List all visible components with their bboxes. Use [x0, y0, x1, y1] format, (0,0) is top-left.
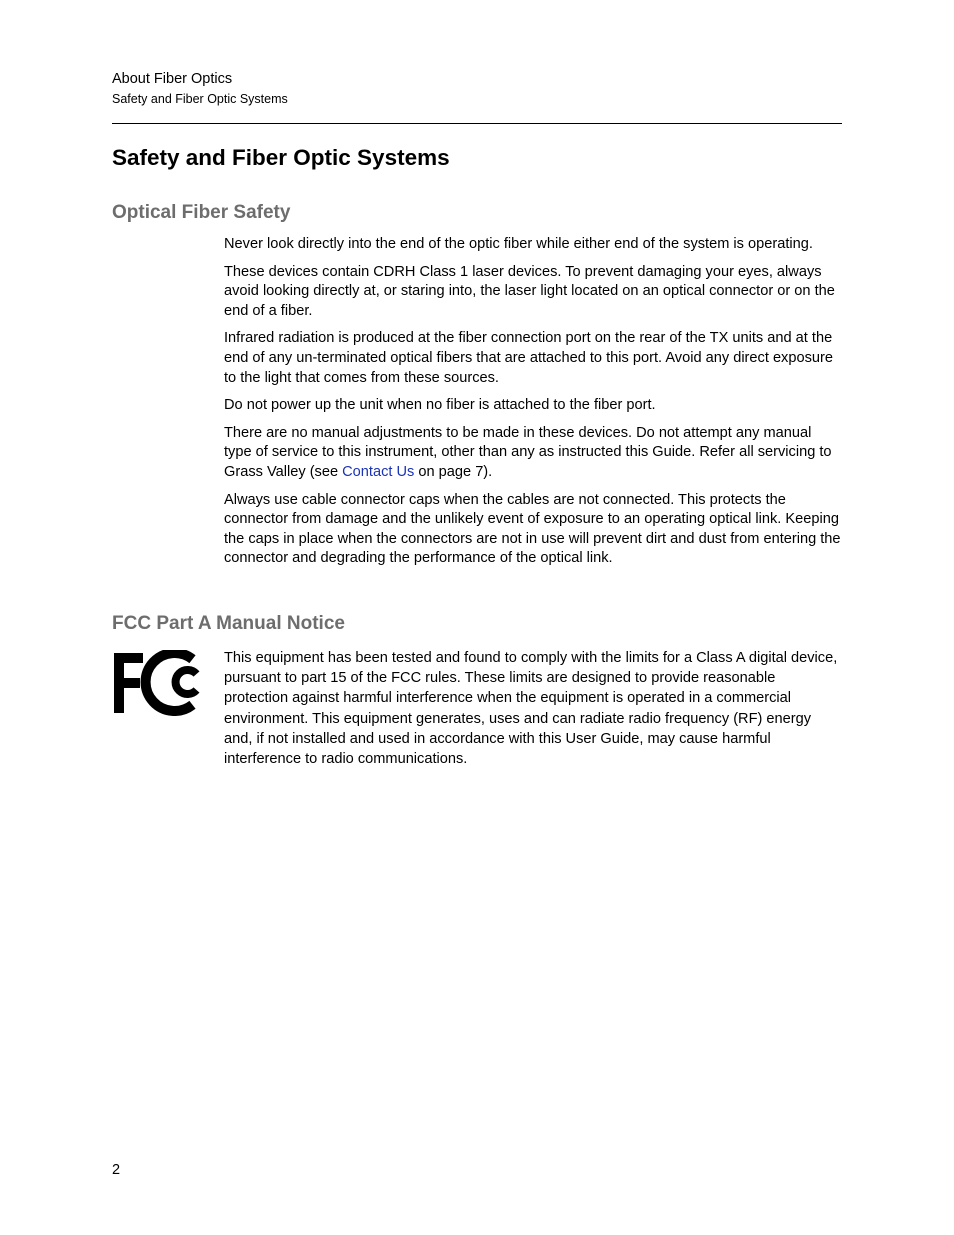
service-text-before: There are no manual adjustments to be made in these devices. Do not attempt any manual type of service to this instrument, other than any as instructed this Guide. Refer all servicing to Grass Valley (see: [224, 424, 832, 480]
fcc-notice-body: [224, 648, 842, 777]
optical-fiber-safety-body: [224, 235, 842, 577]
paragraph: This equipment has been tested and found to comply with the limits for a Class A digital device, pursuant to part 15 of the FCC rules. These limits are designed to provide reasonable protection against harmful interference when the equipment is operated in a commercial environment. This equipment generates, uses and can radiate radio frequency (RF) energy and, if not installed and used in accordance with this User Guide, may cause harmful interference to radio communications.: [224, 650, 838, 768]
fcc-notice-heading: FCC Part A Manual Notice: [112, 613, 345, 634]
service-paragraph: [224, 424, 842, 483]
paragraph: Always use cable connector caps when the cables are not connected. This protects the connector from damage and the unlikely event of exposure to an operating optical link. Keeping the caps in place when the connectors are not in use will prevent dirt and dust from entering the connector and degrading the performance of the optical link.: [224, 491, 841, 567]
optical-fiber-safety-heading: Optical Fiber Safety: [112, 202, 291, 223]
paragraph: These devices contain CDRH Class 1 laser devices. To prevent damaging your eyes, always avoid looking directly at, or staring into, the laser light located on an optical connector or on the end of a fiber.: [224, 263, 835, 319]
running-head-chapter: About Fiber Optics: [112, 71, 233, 87]
header-divider: [112, 123, 842, 124]
service-text-after: on page 7).: [414, 463, 493, 480]
running-head: [112, 70, 288, 108]
page-number: 2: [112, 1162, 121, 1178]
paragraph: Do not power up the unit when no fiber is attached to the fiber port.: [224, 397, 656, 414]
running-head-section: Safety and Fiber Optic Systems: [112, 92, 288, 106]
fcc-logo-icon: [112, 650, 204, 716]
paragraph: Infrared radiation is produced at the fiber connection port on the rear of the TX units and at the end of any un-terminated optical fibers that are attached to this port. Avoid any direct exposure to the light that comes from these sources.: [224, 330, 833, 386]
contact-us-link[interactable]: Contact Us: [342, 463, 415, 480]
page-title: Safety and Fiber Optic Systems: [112, 145, 450, 170]
paragraph: Never look directly into the end of the optic fiber while either end of the system is operating.: [224, 236, 813, 252]
